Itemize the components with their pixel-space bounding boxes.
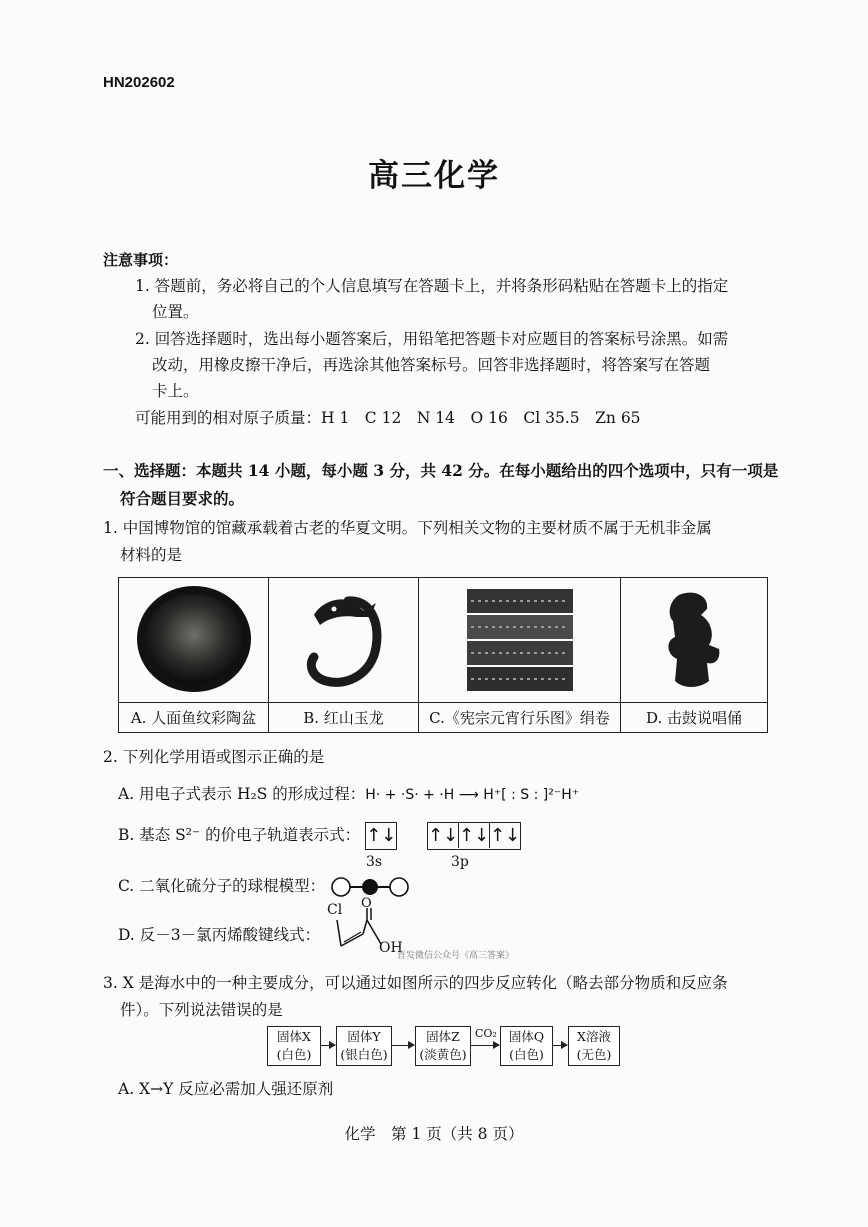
notice-item-2-line-3: 卡上。 [152, 382, 199, 400]
q3-stem-line-1: 3. X 是海水中的一种主要成分，可以通过如图所示的四步反应转化（略去部分物质和反应条 [103, 974, 728, 992]
notice-heading: 注意事项： [103, 251, 179, 269]
q1-stem-line-2: 材料的是 [120, 546, 183, 564]
page-title: 高三化学 [368, 158, 500, 194]
flow-box-x-solution: X溶液 (无色) [568, 1026, 620, 1066]
so2-ball-stick-model [330, 876, 410, 898]
silk-scroll-image [419, 578, 621, 702]
option-c-caption: C.《宪宗元宵行乐图》绢卷 [419, 702, 621, 732]
flow-arrow-1 [321, 1045, 335, 1046]
section-heading-line-2: 符合题目要求的。 [120, 489, 245, 508]
orbital-3s-box: ↑↓ [365, 822, 397, 850]
flow-box-solid-x: 固体X (白色) [267, 1026, 321, 1066]
flow-arrow-4 [553, 1045, 567, 1046]
flow-arrow-3 [471, 1045, 499, 1046]
chlorine-label: Cl [327, 902, 343, 918]
page-footer: 化学 第 1 页（共 8 页） [344, 1125, 524, 1143]
oxygen-label: O [361, 896, 372, 911]
q2-option-a [118, 781, 579, 808]
co2-label: CO₂ [475, 1027, 497, 1040]
notice-item-2-line-1: 2. 回答选择题时，选出每小题答案后，用铅笔把答题卡对应题目的答案标号涂黑。如需 [135, 330, 729, 348]
option-b-caption: B. 红山玉龙 [269, 702, 419, 732]
q2-option-d [118, 922, 320, 948]
q2-option-a-text: A. 用电子式表示 H₂S 的形成过程： [118, 785, 366, 803]
notice-item-1-line-1: 1. 答题前，务必将自己的个人信息填写在答题卡上，并将条形码粘贴在答题卡上的指定 [135, 277, 729, 295]
flow-arrow-2 [392, 1045, 414, 1046]
atomic-mass-list: 可能用到的相对原子质量：H 1 C 12 N 14 O 16 Cl 35.5 Zn 65 [135, 409, 641, 427]
q2-option-b [118, 822, 521, 850]
q2-stem: 2. 下列化学用语或图示正确的是 [103, 748, 325, 766]
q3-stem-line-2: 件）。下列说法错误的是 [120, 1001, 283, 1019]
q2-option-b-text: B. 基态 S²⁻ 的价电子轨道表示式： [118, 826, 361, 844]
jade-dragon-image [269, 578, 419, 702]
flow-box-solid-y: 固体Y (银白色) [336, 1026, 392, 1066]
drum-figurine-image [621, 578, 767, 702]
q1-artifact-table [118, 577, 768, 733]
watermark: 首发微信公众号《高三答案》 [397, 951, 515, 961]
notice-item-1-line-2: 位置。 [152, 303, 199, 321]
exam-code: HN202602 [103, 74, 175, 91]
orbital-3p-label: 3p [451, 854, 469, 870]
q1-stem-line-1: 1. 中国博物馆的馆藏承载着古老的华夏文明。下列相关文物的主要材质不属于无机非金属 [103, 519, 712, 537]
q3-option-a: A. X→Y 反应必需加人强还原剂 [118, 1080, 334, 1098]
q2-option-d-text: D. 反－3－氯丙烯酸键线式： [118, 926, 321, 944]
hydroxyl-label: OH [379, 940, 403, 956]
orbital-3s-label: 3s [366, 854, 383, 870]
h2s-formation-formula: H· + ·S· + ·H ⟶ H⁺[ : S : ]²⁻H⁺ [365, 787, 580, 803]
pottery-basin-image [119, 578, 269, 702]
flow-box-solid-z: 固体Z (淡黄色) [415, 1026, 471, 1066]
notice-item-2-line-2: 改动，用橡皮擦干净后，再选涂其他答案标号。回答非选择题时，将答案写在答题 [152, 356, 711, 374]
section-heading-line-1: 一、选择题：本题共 14 小题，每小题 3 分，共 42 分。在每小题给出的四个选项中，只有一项是 [103, 461, 779, 480]
flow-box-solid-q: 固体Q (白色) [500, 1026, 553, 1066]
q2-option-c-text: C. 二氧化硫分子的球棍模型： [118, 877, 326, 895]
option-a-caption: A. 人面鱼纹彩陶盆 [119, 702, 269, 732]
option-d-caption: D. 击鼓说唱俑 [621, 702, 767, 732]
orbital-3p-box: ↑↓↑↓↑↓ [427, 822, 521, 850]
